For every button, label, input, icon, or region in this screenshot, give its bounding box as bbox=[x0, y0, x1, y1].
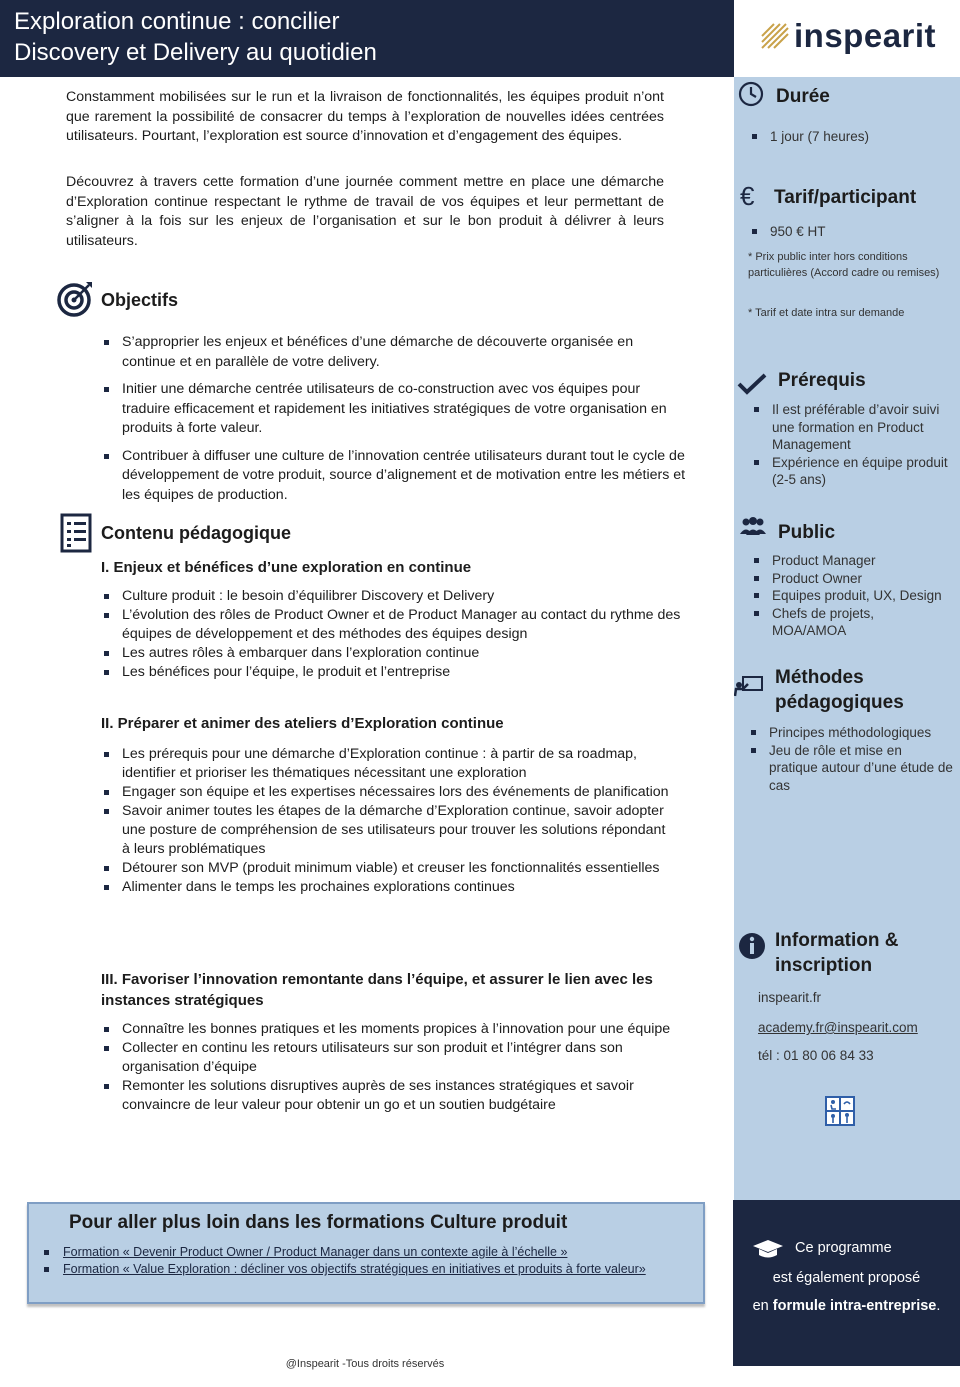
public-title: Public bbox=[778, 522, 836, 543]
section-1-list bbox=[102, 587, 682, 682]
intra-line3-suffix: . bbox=[936, 1298, 941, 1314]
list-item: Culture produit : le besoin d’équilibrer Discovery et Delivery bbox=[102, 587, 682, 606]
list-item: Equipes produit, UX, Design bbox=[752, 587, 952, 605]
tarif-list bbox=[750, 223, 826, 241]
objectifs-title: Objectifs bbox=[101, 290, 179, 310]
info-title-line1: Information & bbox=[775, 930, 899, 951]
public-list bbox=[752, 552, 952, 640]
logo-text: inspearit bbox=[794, 17, 937, 54]
info-icon bbox=[738, 932, 766, 960]
page-title-line1: Exploration continue : concilier bbox=[14, 8, 340, 35]
list-item: Remonter les solutions disruptives auprès de ses instances stratégiques et savoir convaincre de leur valeur pour obtenir un go et un soutien budgétaire bbox=[102, 1077, 692, 1115]
related-trainings-list bbox=[41, 1244, 691, 1278]
prerequis-list bbox=[752, 401, 952, 489]
intra-line1: Ce programme bbox=[795, 1240, 892, 1256]
euro-icon: € bbox=[740, 181, 755, 211]
tarif-note-1: * Prix public inter hors conditions particulières (Accord cadre ou remises) bbox=[748, 251, 940, 279]
footer-copyright: @Inspearit -Tous droits réservés bbox=[285, 1358, 445, 1370]
page-title-line2: Discovery et Delivery au quotidien bbox=[14, 39, 377, 66]
checklist-icon bbox=[60, 513, 92, 553]
list-item: Jeu de rôle et mise en pratique autour d’une étude de cas bbox=[749, 742, 954, 795]
duree-title: Durée bbox=[776, 86, 830, 107]
graduation-cap-icon bbox=[751, 1239, 785, 1259]
list-item: Il est préférable d’avoir suivi une formation en Product Management bbox=[752, 401, 952, 454]
list-item: Chefs de projets, MOA/AMOA bbox=[752, 605, 952, 640]
section-3-list bbox=[102, 1020, 692, 1115]
list-item: S’approprier les enjeux et bénéfices d’une démarche de découverte organisée en continue et en parallèle de votre delivery. bbox=[102, 333, 687, 372]
page-header bbox=[0, 0, 734, 77]
inspearit-logo bbox=[760, 16, 950, 56]
list-item: Principes méthodologiques bbox=[749, 724, 954, 742]
list-item: Product Owner bbox=[752, 570, 952, 588]
section-3-title: III. Favoriser l’innovation remontante dans l’équipe, et assurer le lien avec les instances stratégiques bbox=[101, 971, 653, 1009]
section-1-title: I. Enjeux et bénéfices d’une exploration en continue bbox=[101, 559, 472, 576]
list-item: Savoir animer toutes les étapes de la démarche d’Exploration continue, savoir adopter une posture de compréhension de ses utilisateurs pour trouver les solutions répondant à leurs problématiques bbox=[102, 802, 677, 859]
list-item: Les prérequis pour une démarche d’Exploration continue : à partir de sa roadmap, identifier et prioriser les thématiques nécessitant une exploration bbox=[102, 745, 677, 783]
list-item: Contribuer à diffuser une culture de l’innovation centrée utilisateurs durant tout le cycle de développement de votre produit, source d’alignement et de motivation entre les métiers et les équipes de production. bbox=[102, 447, 687, 506]
list-item: 1 jour (7 heures) bbox=[750, 128, 869, 146]
list-item: Les autres rôles à embarquer dans l’exploration continue bbox=[102, 644, 682, 663]
tarif-note-2: * Tarif et date intra sur demande bbox=[748, 307, 905, 319]
section-2-title: II. Préparer et animer des ateliers d’Exploration continue bbox=[101, 715, 504, 732]
related-training-link[interactable]: Formation « Devenir Product Owner / Product Manager dans un contexte agile à l’échelle » bbox=[41, 1244, 691, 1261]
clock-icon bbox=[738, 81, 764, 107]
list-item: Connaître les bonnes pratiques et les moments propices à l’innovation pour une équipe bbox=[102, 1020, 692, 1039]
related-trainings-box bbox=[27, 1202, 705, 1304]
teaching-board-icon bbox=[734, 675, 764, 697]
info-title-line2: inscription bbox=[775, 955, 873, 976]
related-training-link[interactable]: Formation « Value Exploration : décliner vos objectifs stratégiques en initiatives et produits à forte valeur» bbox=[41, 1261, 691, 1278]
list-item: Product Manager bbox=[752, 552, 952, 570]
methodes-title-line2: pédagogiques bbox=[775, 692, 904, 713]
prerequis-title: Prérequis bbox=[778, 370, 866, 391]
phone-number: tél : 01 80 06 84 33 bbox=[758, 1048, 874, 1063]
target-icon bbox=[56, 280, 94, 318]
section-2-list bbox=[102, 745, 677, 897]
list-item: 950 € HT bbox=[750, 223, 826, 241]
website-link[interactable]: inspearit.fr bbox=[758, 990, 822, 1005]
list-item: Les bénéfices pour l’équipe, le produit et l’entreprise bbox=[102, 663, 682, 682]
list-item: Engager son équipe et les expertises nécessaires lors des événements de planification bbox=[102, 783, 677, 802]
list-item: Alimenter dans le temps les prochaines explorations continues bbox=[102, 878, 677, 897]
intro-paragraph-2: Découvrez à travers cette formation d’une journée comment mettre en place une démarche d’Exploration continue respectant le rythme de travail de vos équipes et leur permettant de s’aligner à la fois sur les enjeux de l’organisation et sur le bon produit à délivrer à leurs utilisateurs. bbox=[66, 174, 664, 249]
accessibility-icon bbox=[825, 1096, 855, 1126]
intra-line3-prefix: en bbox=[752, 1298, 773, 1314]
objectifs-list bbox=[102, 333, 687, 505]
people-icon bbox=[738, 517, 768, 537]
intra-line2: est également proposé bbox=[772, 1270, 921, 1286]
intra-line3 bbox=[733, 1298, 960, 1314]
intra-box bbox=[733, 1200, 960, 1366]
list-item: Expérience en équipe produit (2-5 ans) bbox=[752, 454, 952, 489]
methodes-title-line1: Méthodes bbox=[775, 667, 864, 688]
logo-mark-icon bbox=[760, 22, 790, 52]
related-trainings-title: Pour aller plus loin dans les formations Culture produit bbox=[69, 1212, 568, 1233]
list-item: Collecter en continu les retours utilisateurs sur son produit et l’intégrer dans son organisation d’équipe bbox=[102, 1039, 692, 1077]
list-item: Initier une démarche centrée utilisateurs de co-construction avec vos équipes pour traduire efficacement et rapidement les initiatives stratégiques de votre organisation en produits à forte valeur. bbox=[102, 380, 687, 439]
list-item: L’évolution des rôles de Product Owner et de Product Manager au contact du rythme des équipes de développement et des méthodes des équipes design bbox=[102, 606, 682, 644]
contenu-title: Contenu pédagogique bbox=[101, 523, 291, 543]
tarif-title: Tarif/participant bbox=[774, 187, 917, 208]
intra-line3-bold: formule intra-entreprise bbox=[772, 1298, 937, 1314]
methodes-list bbox=[749, 724, 954, 794]
email-link[interactable]: academy.fr@inspearit.com bbox=[758, 1020, 918, 1035]
list-item: Détourer son MVP (produit minimum viable) et creuser les fonctionnalités essentielles bbox=[102, 859, 677, 878]
intro-paragraph-1: Constamment mobilisées sur le run et la livraison de fonctionnalités, les équipes produit n’ont que rarement la possibilité de consacrer du temps à l’exploration de nouvelles idées centrées utilisateurs. Pourtant, l’exploration est source d’innovation et d’engagement des équipes. bbox=[66, 89, 664, 144]
checkmark-icon bbox=[736, 372, 768, 396]
duree-list bbox=[750, 128, 869, 146]
